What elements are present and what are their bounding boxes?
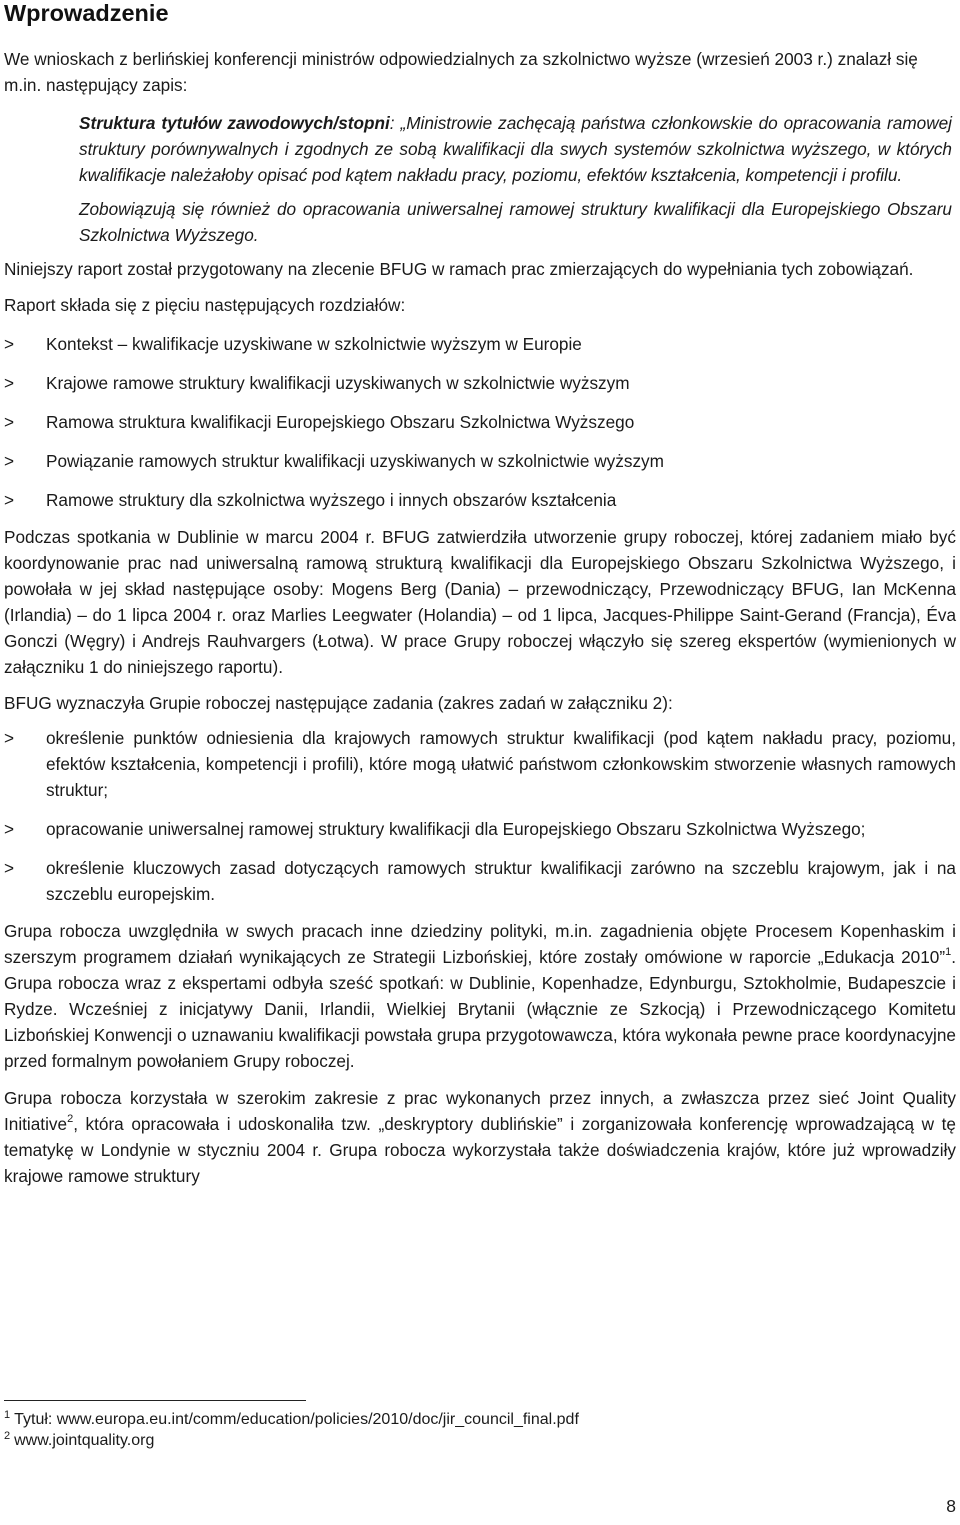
list-item: > określenie kluczowych zasad dotyczących ramowych struktur kwalifikacji zarówno na szczeblu krajowym, jak i na szczeblu europejskim. [4,855,956,907]
footnote-link[interactable]: www.jointquality.org [14,1432,155,1449]
bullet-marker: > [4,451,15,471]
report-purpose-paragraph: Niniejszy raport został przygotowany na zlecenie BFUG w ramach prac zmierzających do wypełniania tych zobowiązań. [4,259,914,279]
footnote-2: $^2$ www.jointquality.org [4,1430,155,1449]
tasks-intro: BFUG wyznaczyła Grupie roboczej następujące zadania (zakres zadań w załączniku 2): [4,693,673,713]
page-number: 8 [946,1496,956,1516]
footnote-1: $^1$ Tytuł: www.europa.eu.int/comm/education/policies/2010/doc/jir_council_final.pdf [4,1409,579,1428]
joint-quality-paragraph: Grupa robocza korzystała w szerokim zakresie z prac wykonanych przez innych, a zwłaszcza przez sieć Joint Quality Initiative$^2$, która opracowała i udoskonaliła tzw. „deskryptory dublińskie” i zorganizowała konferencję wprowadzającą w tę tematykę w Londynie w styczniu 2004 r. Grupa robocza wykorzystała także doświadczenia krajów, które już wprowadziły krajowe ramowe struktury [4,1088,956,1186]
chapters-intro: Raport składa się z pięciu następujących rozdziałów: [4,295,406,315]
footnote-divider [4,1400,306,1401]
bullet-marker: > [4,490,15,510]
document-page [4,0,956,1189]
task-list [4,725,956,907]
bullet-marker: > [4,728,15,748]
bullet-marker: > [4,412,15,432]
bullet-marker: > [4,819,15,839]
quote-text: : „Ministrowie zachęcają państwa członkowskie do opracowania ramowej struktury porównywalnych i zgodnych ze sobą kwalifikacji dla swych systemów szkolnictwa wyższego, w których kwalifikacje należałoby opisać pod kątem nakładu pracy, poziomu, efektów kształcenia, kompetencji i profilu. [79,113,952,185]
footnote-ref-1[interactable]: 1 [945,946,952,959]
working-group-paragraph: Podczas spotkania w Dublinie w marcu 2004 r. BFUG zatwierdziła utworzenie grupy roboczej, której zadaniem miało być koordynowanie prac nad uniwersalną ramową strukturą kwalifikacji dla Europejskiego Obszaru Szkolnictwa Wyższego, i powołała w jej skład następujące osoby: Mogens Berg (Dania) – przewodniczący, Przewodniczący BFUG, Ian McKenna (Irlandia) – do 1 lipca 2004 r. oraz Marlies Leegwater (Holandia) – od 1 lipca, Jacques-Philippe Saint-Gerand (Francja), Éva Gonczi (Węgry) i Andrejs Rauhvargers (Łotwa). W prace Grupy roboczej włączyło się szereg ekspertów (wymienionych w załączniku 1 do niniejszego raportu). [4,527,956,677]
bullet-marker: > [4,858,15,878]
intro-paragraph: We wnioskach z berlińskiej konferencji ministrów odpowiedzialnych za szkolnictwo wyższe (wrzesień 2003 r.) znalazł się m.in. następujący zapis: [4,49,918,95]
quote-paragraph-1 [79,110,952,188]
footnote-ref-2[interactable]: 2 [67,1113,74,1126]
list-item: > Kontekst – kwalifikacje uzyskiwane w szkolnictwie wyższym w Europie [4,331,956,357]
bullet-marker: > [4,334,15,354]
bullet-marker: > [4,373,15,393]
list-item: > określenie punktów odniesienia dla krajowych ramowych struktur kwalifikacji (pod kątem nakładu pracy, poziomu, efektów kształcenia, kompetencji i profili), które mogą ułatwić państwom członkowskim stworzenie własnych ramowych struktur; [4,725,956,803]
quote-paragraph-2: Zobowiązują się również do opracowania uniwersalnej ramowej struktury kwalifikacji dla Europejskiego Obszaru Szkolnictwa Wyższego. [79,199,952,245]
list-item: > Powiązanie ramowych struktur kwalifikacji uzyskiwanych w szkolnictwie wyższym [4,448,956,474]
list-item: > Krajowe ramowe struktury kwalifikacji uzyskiwanych w szkolnictwie wyższym [4,370,956,396]
footnotes [4,1400,956,1452]
list-item: > Ramowa struktura kwalifikacji Europejskiego Obszaru Szkolnictwa Wyższego [4,409,956,435]
list-item: > Ramowe struktury dla szkolnictwa wyższego i innych obszarów kształcenia [4,487,956,513]
list-item: > opracowanie uniwersalnej ramowej struktury kwalifikacji dla Europejskiego Obszaru Szkolnictwa Wyższego; [4,816,956,842]
section-heading: Wprowadzenie [4,0,169,26]
quote-bold-lead: Struktura tytułów zawodowych/stopni [79,113,390,133]
footnote-link[interactable]: Tytuł: www.europa.eu.int/comm/education/policies/2010/doc/jir_council_final.pdf [14,1411,579,1428]
policy-paragraph: Grupa robocza uwzględniła w swych pracach inne dziedziny polityki, m.in. zagadnienia objęte Procesem Kopenhaskim i szerszym programem działań wynikających ze Strategii Lizbońskiej, które zostały omówione w raporcie „Edukacja 2010”$^1$. Grupa robocza wraz z ekspertami odbyła sześć spotkań: w Dublinie, Kopenhadze, Edynburgu, Sztokholmie, Budapeszcie i Rydze. Wcześniej z inicjatywy Danii, Irlandii, Wielkiej Brytanii (włącznie ze Szkocją) i Przewodniczącego Komitetu Lizbońskiej Konwencji o uznawaniu kwalifikacji powstała grupa przygotowawcza, która wykonała pewne prace koordynacyjne przed formalnym powołaniem Grupy roboczej. [4,921,956,1071]
chapter-list [4,331,956,513]
